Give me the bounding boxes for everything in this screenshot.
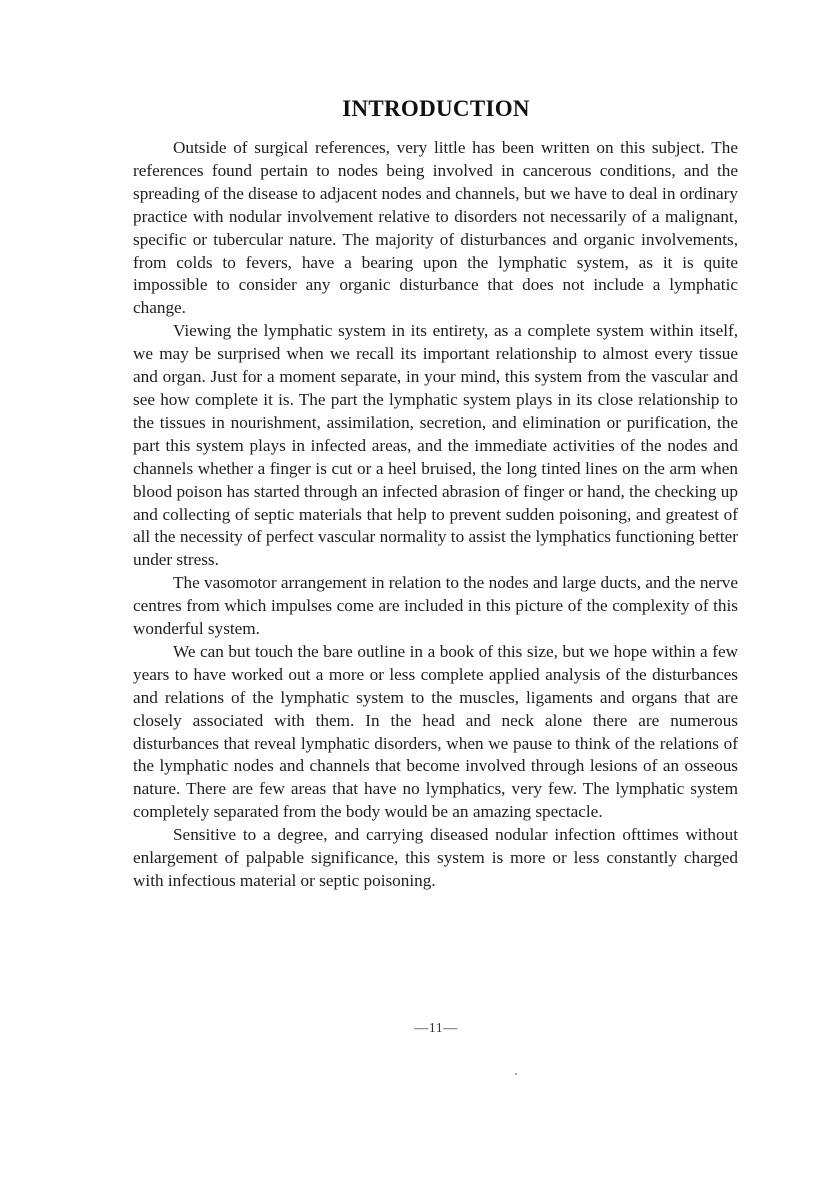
paragraph-1: Outside of surgical references, very little has been written on this subject. The references found pertain to nodes being involved in cancerous conditions, and the spreading of the disease to adjacent nodes and channels, but we have to deal in ordinary practice with nodular involvement relative to disorders not necessarily of a malignant, specific or tubercular nature. The majority of disturbances and organic involvements, from colds to fevers, have a bearing upon the lymphatic system, as it is quite impossible to consider any organic disturbance that does not include a lymphatic change. [133,138,738,318]
chapter-body [133,137,738,893]
page-number: —11— [414,1021,458,1036]
print-speck [515,1073,517,1075]
paragraph-5: Sensitive to a degree, and carrying diseased nodular infection ofttimes without enlargement of palpable significance, this system is more or less constantly charged with infectious material or septic poisoning. [133,825,738,890]
paragraph-2: Viewing the lymphatic system in its entirety, as a complete system within itself, we may be surprised when we recall its important relationship to almost every tissue and organ. Just for a moment separate, in your mind, this system from the vascular and see how complete it is. The part the lymphatic system plays in its close relationship to the tissues in nourishment, assimilation, secretion, and elimination or purification, the part this system plays in infected areas, and the immediate activities of the nodes and channels whether a finger is cut or a heel bruised, the long tinted lines on the arm when blood poison has started through an infected abrasion of finger or hand, the checking up and collecting of septic materials that help to prevent sudden poisoning, and greatest of all the necessity of perfect vascular normality to assist the lymphatics functioning better under stress. [133,321,738,570]
paragraph-4: We can but touch the bare outline in a book of this size, but we hope within a few years to have worked out a more or less complete applied analysis of the disturbances and relations of the lymphatic system to the muscles, ligaments and organs that are closely associated with them. In the head and neck alone there are numerous disturbances that reveal lymphatic disorders, when we pause to think of the relations of the lymphatic nodes and channels that become involved through lesions of an osseous nature. There are few areas that have no lymphatics, very few. The lymphatic system completely separated from the body would be an amazing spectacle. [133,641,738,822]
chapter-title: INTRODUCTION [342,96,530,121]
paragraph-3: The vasomotor arrangement in relation to the nodes and large ducts, and the nerve centres from which impulses come are included in this picture of the complexity of this wonderful system. [133,573,738,639]
